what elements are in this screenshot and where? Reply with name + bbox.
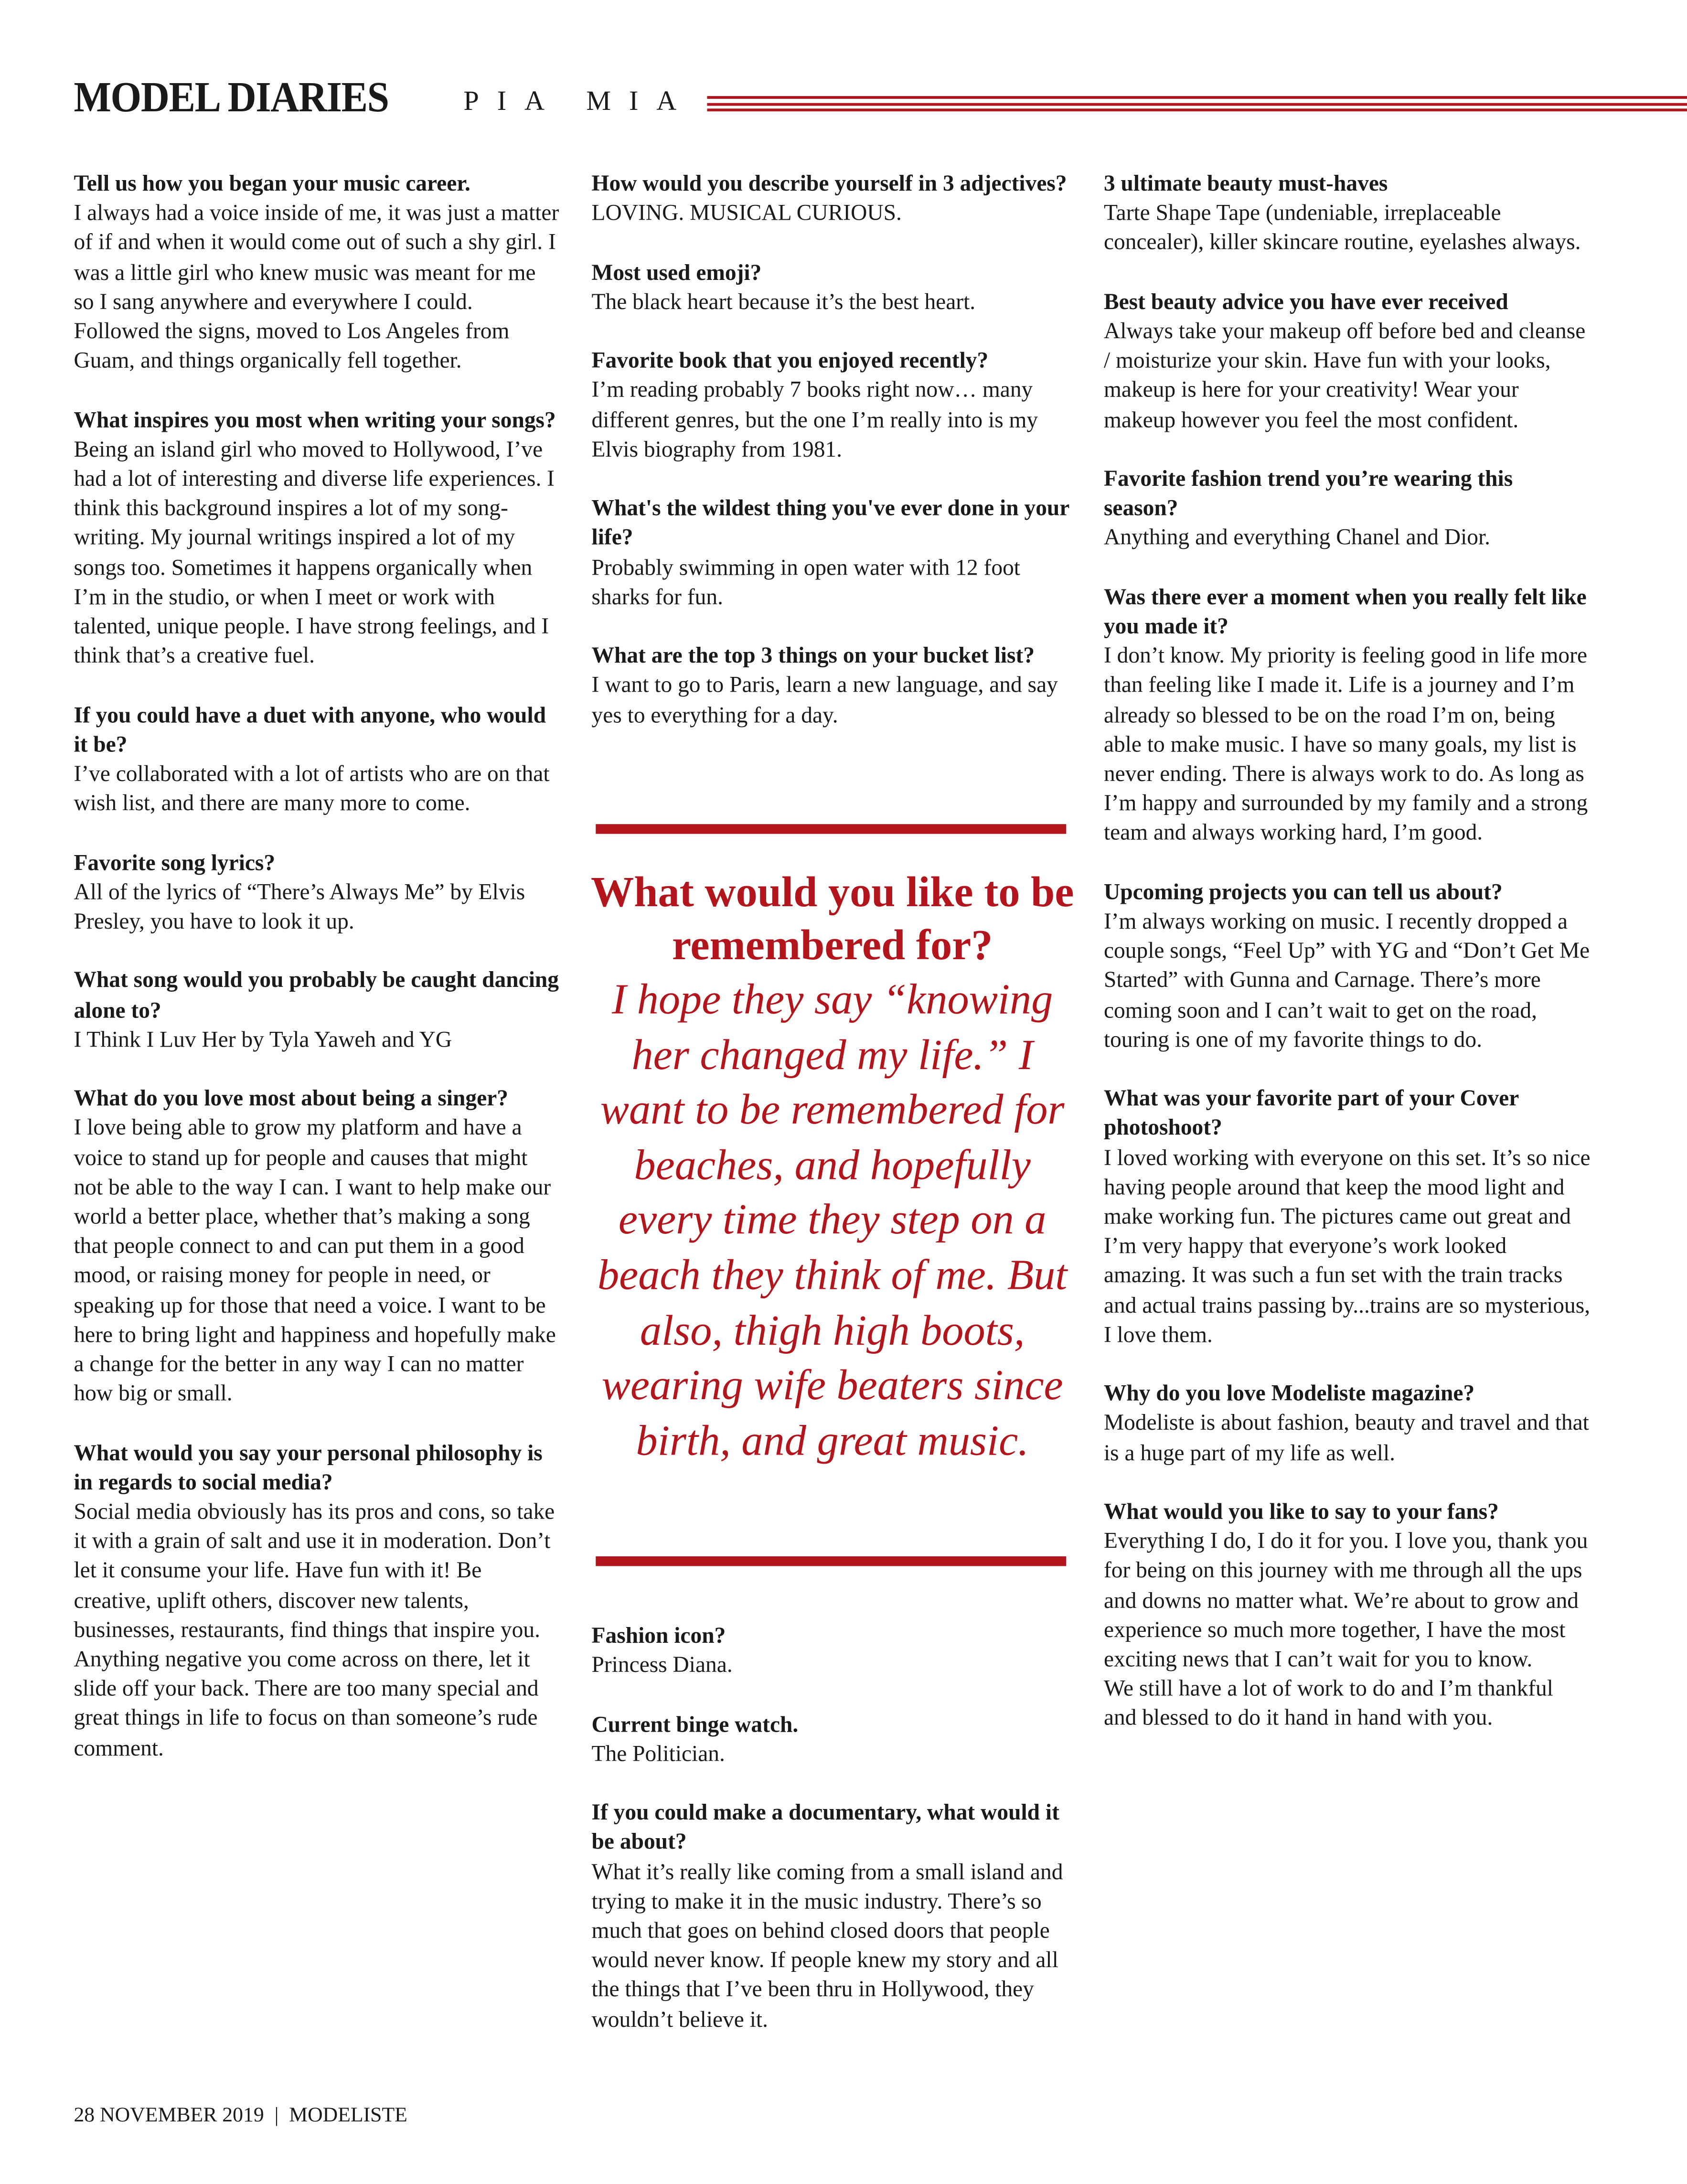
qa-section [1104, 463, 1591, 552]
question: What's the wildest thing you've ever done in your life? [591, 494, 1069, 551]
answer: Always take your makeup off before bed and cleanse / moisturize your skin. Have fun with your looks, makeup is here for your creativity! Wear your makeup however you feel the most confident. [1103, 317, 1586, 433]
question: If you could have a duet with anyone, who would it be? [74, 701, 546, 757]
question: Favorite fashion trend you’re wearing this season? [1103, 465, 1513, 521]
answer: Being an island girl who moved to Hollywood, I’ve had a lot of interesting and diverse life experiences. I think this background inspires a lot of my song-writing. My journal writings inspired a lot of my songs too. Sometimes it happens organically when I’m in the studio, or when I meet or work with talented, unique people. I have strong feelings, and I think that’s a creative fuel. [74, 435, 555, 669]
answer: Social media obviously has its pros and cons, so take it with a grain of salt and use it in moderation. Don’t let it consume your life. Have fun with it! Be creative, uplift others, discover new talents, businesses, restaurants, find things that inspire you. Anything negative you come across on there, let it slide off your back. There are too many special and great things in life to focus on than someone’s rude comment. [74, 1498, 555, 1761]
question: If you could make a documentary, what would it be about? [591, 1799, 1059, 1855]
answer: I loved working with everyone on this set. It’s so nice having people around that keep the mood light and make working fun. The pictures came out great and I’m very happy that everyone’s work looked amazing. It was such a fun set with the train tracks and actual trains passing by...trains are so mysterious, I love them. [1103, 1144, 1591, 1348]
answer: I’m reading probably 7 books right now… many different genres, but the one I’m really into is my Elvis biography from 1981. [591, 376, 1038, 462]
answer: I’ve collaborated with a lot of artists who are on that wish list, and there are many more to come. [74, 760, 550, 816]
answer: I don’t know. My priority is feeling good in life more than feeling like I made it. Life is a journey and I’m already so blessed to be on the road I’m on, being able to make music. I have so many goals, my list is never ending. There is always work to do. As long as I’m happy and surrounded by my family and a strong team and always working hard, I’m good. [1103, 642, 1588, 846]
answer: I Think I Luv Her by Tyla Yaweh and YG [74, 1026, 452, 1052]
column-1 [74, 169, 561, 1792]
qa-section [592, 493, 1072, 611]
answer: Anything and everything Chanel and Dior. [1103, 524, 1491, 551]
qa-section [1104, 1083, 1591, 1349]
qa-section [592, 1620, 1072, 1680]
answer: What it’s really like coming from a small island and trying to make it in the music industry. There’s so much that goes on behind closed doors that people would never know. If people knew my story and all the things that I’ve been thru in Hollywood, they wouldn’t believe it. [591, 1858, 1063, 2032]
column-3 [1104, 169, 1591, 1762]
answer: Modeliste is about fashion, beauty and travel and that is a huge part of my life as well. [1103, 1409, 1589, 1466]
qa-section [74, 1083, 561, 1408]
section-title: MODEL DIARIES [74, 72, 389, 121]
qa-section [592, 1798, 1072, 2034]
pull-quote-bottom-rule [596, 1556, 1066, 1566]
qa-section [1104, 287, 1591, 434]
question: Favorite book that you enjoyed recently? [591, 347, 989, 374]
qa-section [1104, 877, 1591, 1054]
question: Upcoming projects you can tell us about? [1103, 878, 1503, 905]
answer: LOVING. MUSICAL CURIOUS. [591, 199, 902, 226]
answer: Tarte Shape Tape (undeniable, irreplaceable concealer), killer skincare routine, eyelashes always. [1103, 199, 1581, 256]
answer: All of the lyrics of “There’s Always Me” by Elvis Presley, you have to look it up. [74, 878, 525, 934]
pull-quote-question: What would you like to be remembered for? [590, 867, 1074, 969]
pull-quote [585, 866, 1080, 1468]
qa-section [592, 1709, 1072, 1768]
column-2-lower [592, 1620, 1072, 2063]
answer: I’m always working on music. I recently dropped a couple songs, “Feel Up” with YG and “Don’t Get Me Started” with Gunna and Carnage. There’s more coming soon and I can’t wait to get on the road, touring is one of my favorite things to do. [1103, 908, 1590, 1052]
question: What are the top 3 things on your bucket list? [591, 642, 1035, 669]
question: What was your favorite part of your Cover photoshoot? [1103, 1084, 1519, 1141]
question: What song would you probably be caught dancing alone to? [74, 966, 559, 1023]
answer: Princess Diana. [591, 1651, 733, 1678]
qa-section [1104, 169, 1591, 257]
pull-quote-top-rule [596, 824, 1066, 834]
qa-section [74, 847, 561, 936]
qa-section [1104, 582, 1591, 847]
answer: I always had a voice inside of me, it was just a matter of if and when it would come out of such a shy girl. I was a little girl who knew music was meant for me so I sang anywhere and everywhere I could. Followed the signs, moved to Los Angeles from Guam, and things organically fell together. [74, 199, 559, 374]
qa-section [74, 700, 561, 818]
qa-section [592, 641, 1072, 729]
answer: Probably swimming in open water with 12 foot sharks for fun. [591, 553, 1020, 610]
answer: I want to go to Paris, learn a new language, and say yes to everything for a day. [591, 671, 1058, 728]
answer: Everything I do, I do it for you. I love you, thank you for being on this journey with me through all the ups and downs no matter what. We’re about to grow and experience so much more together, I have the most exciting news that I can’t wait for you to know. We still have a lot of work to do and I’m thankful and blessed to do it hand in hand with you. [1103, 1527, 1588, 1731]
question: Most used emoji? [591, 258, 762, 285]
question: What do you love most about being a singer? [74, 1084, 508, 1112]
qa-section [592, 169, 1072, 228]
pull-quote-answer: I hope they say “knowing her changed my life.” I want to be remembered for beaches, and hopefully every time they step on a beach they think of me. But also, thigh high boots, wearing wife beaters since birth, and great music. [597, 974, 1068, 1465]
answer: The Politician. [591, 1740, 725, 1766]
qa-section [74, 1437, 561, 1762]
answer: The black heart because it’s the best heart. [591, 288, 976, 315]
page-footer: 28 NOVEMBER 2019 | MODELISTE [74, 2105, 407, 2127]
qa-section [1104, 1497, 1591, 1733]
subject-name: PIA MIA [463, 86, 695, 117]
qa-section [74, 169, 561, 375]
question: Tell us how you began your music career. [74, 170, 470, 196]
question: Favorite song lyrics? [74, 848, 276, 875]
qa-section [1104, 1379, 1591, 1467]
question: What inspires you most when writing your songs? [74, 406, 556, 433]
question: Why do you love Modeliste magazine? [1103, 1380, 1475, 1407]
question: Best beauty advice you have ever received [1103, 288, 1508, 315]
answer: I love being able to grow my platform and have a voice to stand up for people and causes that might not be able to the way I can. I want to help make our world a better place, whether that’s making a song that people connect to and can put them in a good mood, or raising money for people in need, or speaking up for those that need a voice. I want to be here to bring light and happiness and hopefully make a change for the better in any way I can no matter how big or small. [74, 1114, 556, 1407]
question: Was there ever a moment when you really felt like you made it? [1103, 583, 1587, 639]
column-2 [592, 169, 1072, 759]
question: 3 ultimate beauty must-haves [1103, 170, 1388, 196]
qa-section [74, 965, 561, 1054]
question: What would you like to say to your fans? [1103, 1498, 1499, 1525]
question: What would you say your personal philosophy is in regards to social media? [74, 1439, 543, 1495]
header-rule [707, 96, 1687, 114]
question: Fashion icon? [591, 1622, 726, 1649]
qa-section [592, 345, 1072, 463]
qa-section [592, 257, 1072, 316]
qa-section [74, 405, 561, 670]
question: Current binge watch. [591, 1710, 799, 1737]
question: How would you describe yourself in 3 adjectives? [591, 170, 1067, 196]
